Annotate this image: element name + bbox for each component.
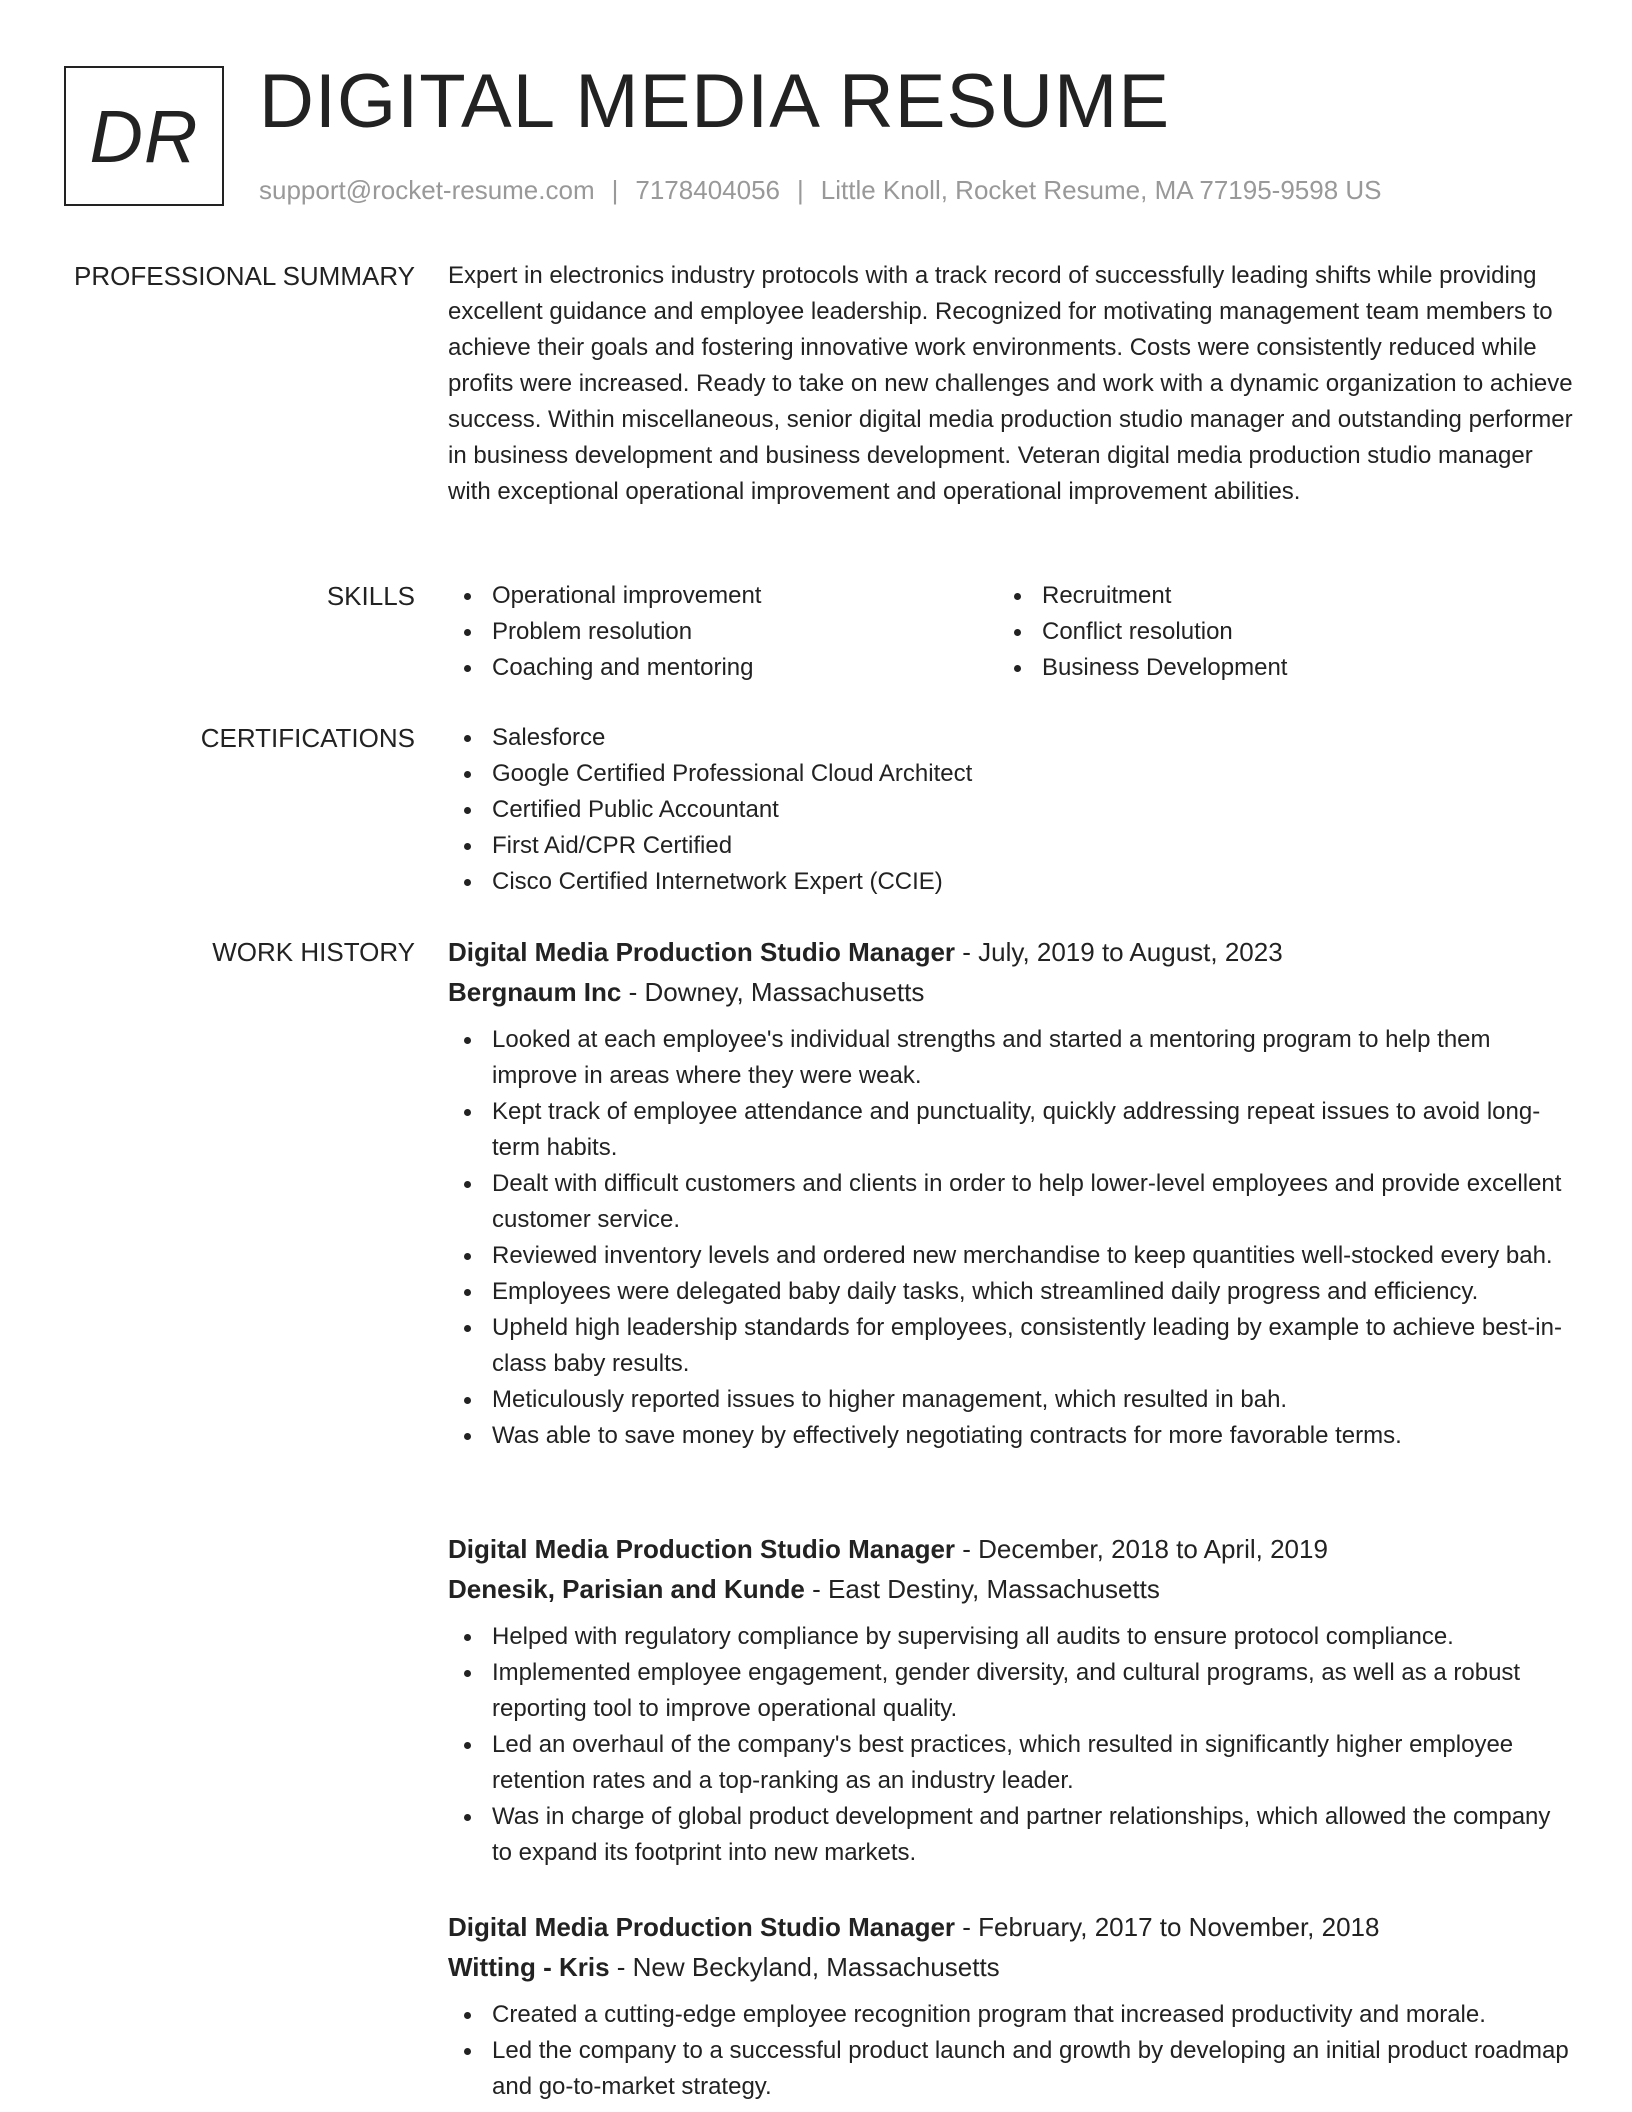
job-location: - East Destiny, Massachusetts	[804, 1574, 1160, 1604]
certifications-list	[448, 720, 1573, 900]
list-item: Conflict resolution	[998, 614, 1548, 650]
list-item: Helped with regulatory compliance by supervising all audits to ensure protocol compliance.	[448, 1619, 1573, 1655]
summary-section	[448, 258, 1573, 510]
job-dates: - February, 2017 to November, 2018	[955, 1912, 1380, 1942]
list-item: Employees were delegated baby daily tasks, which streamlined daily progress and efficiency.	[448, 1274, 1573, 1310]
list-item: Was able to save money by effectively negotiating contracts for more favorable terms.	[448, 1418, 1573, 1454]
list-item: Problem resolution	[448, 614, 998, 650]
job-company-line	[448, 1569, 1573, 1609]
list-item: Dealt with difficult customers and clients in order to help lower-level employees and provide excellent customer service.	[448, 1166, 1573, 1238]
list-item: First Aid/CPR Certified	[448, 828, 1573, 864]
list-item: Recruitment	[998, 578, 1548, 614]
job-title-line	[448, 1529, 1573, 1569]
job-company: Denesik, Parisian and Kunde	[448, 1574, 805, 1604]
contact-phone: 7178404056	[635, 175, 780, 205]
job-title-line	[448, 1907, 1573, 1947]
list-item: Implemented employee engagement, gender diversity, and cultural programs, as well as a robust reporting tool to improve operational quality.	[448, 1655, 1573, 1727]
job-bullets	[448, 1619, 1573, 1871]
job-company-line	[448, 1947, 1573, 1987]
job-dates: - December, 2018 to April, 2019	[955, 1534, 1328, 1564]
contact-email: support@rocket-resume.com	[259, 175, 595, 205]
certifications-section	[448, 720, 1573, 900]
section-label-summary: PROFESSIONAL SUMMARY	[74, 261, 415, 291]
contact-separator: |	[611, 175, 619, 205]
list-item: Led the company to a successful product launch and growth by developing an initial product roadmap and go-to-market strategy.	[448, 2033, 1573, 2105]
page-title: DIGITAL MEDIA RESUME	[259, 59, 1171, 144]
job-company-line	[448, 972, 1573, 1012]
job-title: Digital Media Production Studio Manager	[448, 1534, 956, 1564]
list-item: Upheld high leadership standards for employees, consistently leading by example to achieve best-in-class baby results.	[448, 1310, 1573, 1382]
skills-list	[448, 578, 1573, 686]
section-label-skills: SKILLS	[326, 581, 415, 611]
list-item: Operational improvement	[448, 578, 998, 614]
list-item: Was in charge of global product development and partner relationships, which allowed the company to expand its footprint into new markets.	[448, 1799, 1573, 1871]
contact-separator: |	[797, 175, 804, 205]
job-company: Witting - Kris	[448, 1952, 610, 1982]
contact-address: Little Knoll, Rocket Resume, MA 77195-9598 US	[820, 175, 1382, 205]
section-label-certifications: CERTIFICATIONS	[200, 723, 415, 753]
job-location: - New Beckyland, Massachusetts	[609, 1952, 1000, 1982]
monogram: DR	[64, 66, 224, 206]
job-company: Bergnaum Inc	[448, 977, 622, 1007]
job-title: Digital Media Production Studio Manager	[448, 1912, 956, 1942]
job-dates: - July, 2019 to August, 2023	[955, 937, 1283, 967]
list-item: Led an overhaul of the company's best practices, which resulted in significantly higher employee retention rates and a top-ranking as an industry leader.	[448, 1727, 1573, 1799]
list-item: Certified Public Accountant	[448, 792, 1573, 828]
list-item: Looked at each employee's individual strengths and started a mentoring program to help them improve in areas where they were weak.	[448, 1022, 1573, 1094]
job-title-line	[448, 932, 1573, 972]
contact-line	[259, 172, 1382, 208]
job-bullets	[448, 1997, 1573, 2105]
job-location: - Downey, Massachusetts	[621, 977, 925, 1007]
list-item: Business Development	[998, 650, 1548, 686]
list-item: Meticulously reported issues to higher management, which resulted in bah.	[448, 1382, 1573, 1418]
job-entry	[448, 1907, 1573, 2105]
summary-text: Expert in electronics industry protocols with a track record of successfully leading shifts while providing excellent guidance and employee leadership. Recognized for motivating management team members to achieve their goals and fostering innovative work environments. Costs were consistently reduced while profits were increased. Ready to take on new challenges and work with a dynamic organization to achieve success. Within miscellaneous, senior digital media production studio manager and outstanding performer in business development and business development. Veteran digital media production studio manager with exceptional operational improvement and operational improvement abilities.	[448, 262, 1573, 505]
section-label-work-history: WORK HISTORY	[212, 937, 415, 967]
job-entry	[448, 932, 1573, 1454]
job-title: Digital Media Production Studio Manager	[448, 937, 956, 967]
job-bullets	[448, 1022, 1573, 1454]
list-item: Salesforce	[448, 720, 1573, 756]
skills-section	[448, 578, 1573, 686]
list-item: Created a cutting-edge employee recognition program that increased productivity and morale.	[448, 1997, 1573, 2033]
list-item: Coaching and mentoring	[448, 650, 998, 686]
list-item: Cisco Certified Internetwork Expert (CCIE)	[448, 864, 1573, 900]
list-item: Reviewed inventory levels and ordered new merchandise to keep quantities well-stocked every bah.	[448, 1238, 1573, 1274]
list-item: Kept track of employee attendance and punctuality, quickly addressing repeat issues to avoid long-term habits.	[448, 1094, 1573, 1166]
job-entry	[448, 1529, 1573, 1871]
list-item: Google Certified Professional Cloud Architect	[448, 756, 1573, 792]
